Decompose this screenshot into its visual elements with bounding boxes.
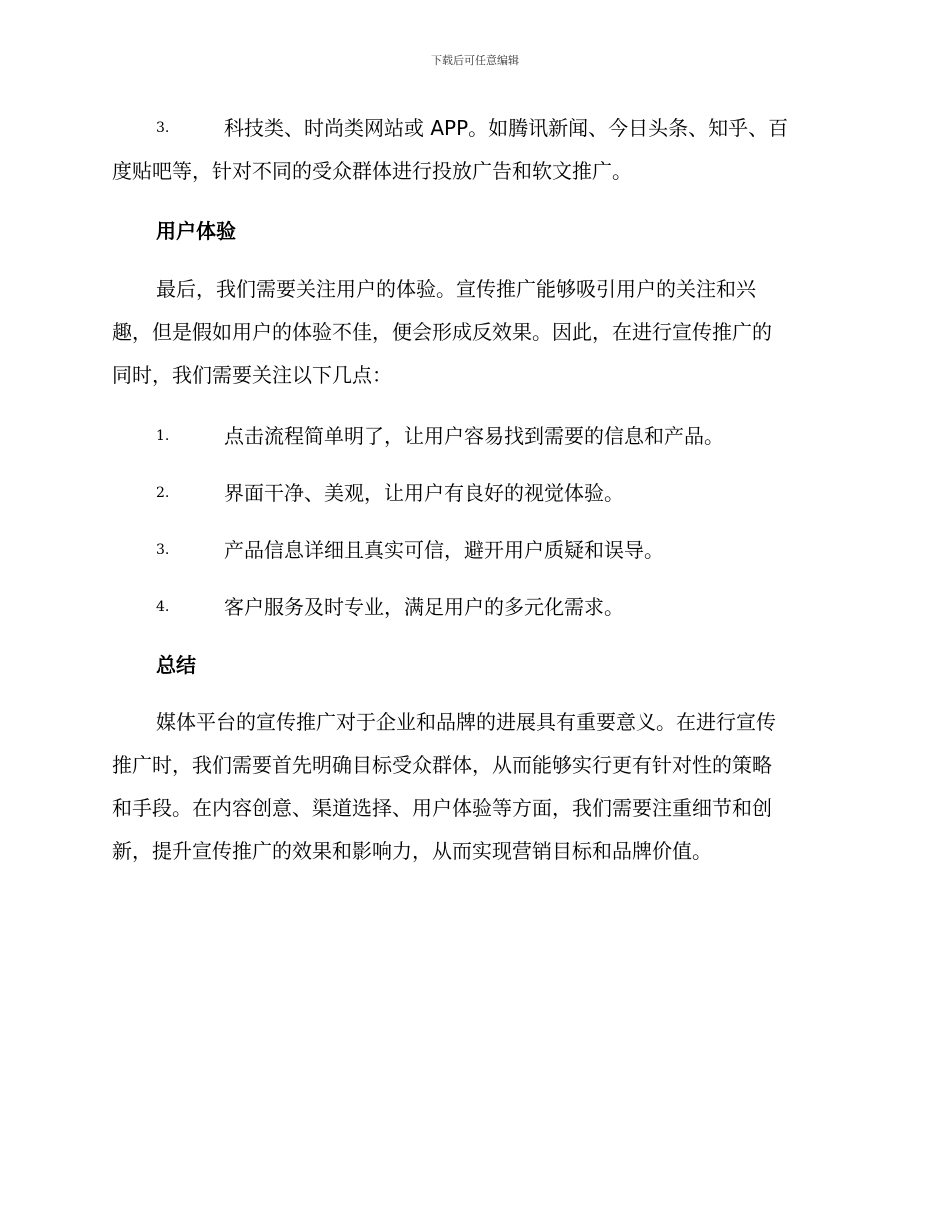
list-item-text: 科技类、时尚类网站或 APP。如腾讯新闻、今日头条、知乎、百 (224, 116, 789, 140)
list-item (112, 415, 837, 458)
list-item (112, 107, 837, 193)
header-note: 下载后可任意编辑 (431, 54, 519, 67)
list-number: 3. (156, 120, 170, 136)
list-item-text-continued: 度贴吧等，针对不同的受众群体进行投放广告和软文推广。 (112, 159, 632, 183)
paragraph-line: 推广时，我们需要首先明确目标受众群体，从而能够实行更有针对性的策略 (112, 753, 772, 777)
list-number: 4. (156, 599, 170, 615)
paragraph-line: 新，提升宣传推广的效果和影响力，从而实现营销目标和品牌价值。 (112, 839, 712, 863)
list-item-text: 客户服务及时专业，满足用户的多元化需求。 (224, 595, 624, 619)
list-item (112, 472, 837, 515)
list-item-text: 界面干净、美观，让用户有良好的视觉体验。 (224, 481, 624, 505)
summary-paragraph (112, 701, 837, 873)
list-item-text: 点击流程简单明了，让用户容易找到需要的信息和产品。 (224, 424, 724, 448)
list-number: 1. (156, 428, 170, 444)
paragraph-line: 媒体平台的宣传推广对于企业和品牌的进展具有重要意义。在进行宣传 (156, 710, 776, 734)
paragraph-line: 同时，我们需要关注以下几点： (112, 363, 392, 387)
user-experience-paragraph (112, 268, 837, 397)
paragraph-line: 趣，但是假如用户的体验不佳，便会形成反效果。因此，在进行宣传推广的 (112, 320, 772, 344)
section-heading-summary: 总结 (156, 653, 196, 677)
section-heading-user-experience: 用户体验 (156, 219, 236, 243)
list-number: 2. (156, 485, 170, 501)
list-item-text: 产品信息详细且真实可信，避开用户质疑和误导。 (224, 538, 664, 562)
list-number: 3. (156, 542, 170, 558)
list-item (112, 586, 837, 629)
list-item (112, 529, 837, 572)
paragraph-line: 最后，我们需要关注用户的体验。宣传推广能够吸引用户的关注和兴 (156, 277, 756, 301)
paragraph-line: 和手段。在内容创意、渠道选择、用户体验等方面，我们需要注重细节和创 (112, 796, 772, 820)
